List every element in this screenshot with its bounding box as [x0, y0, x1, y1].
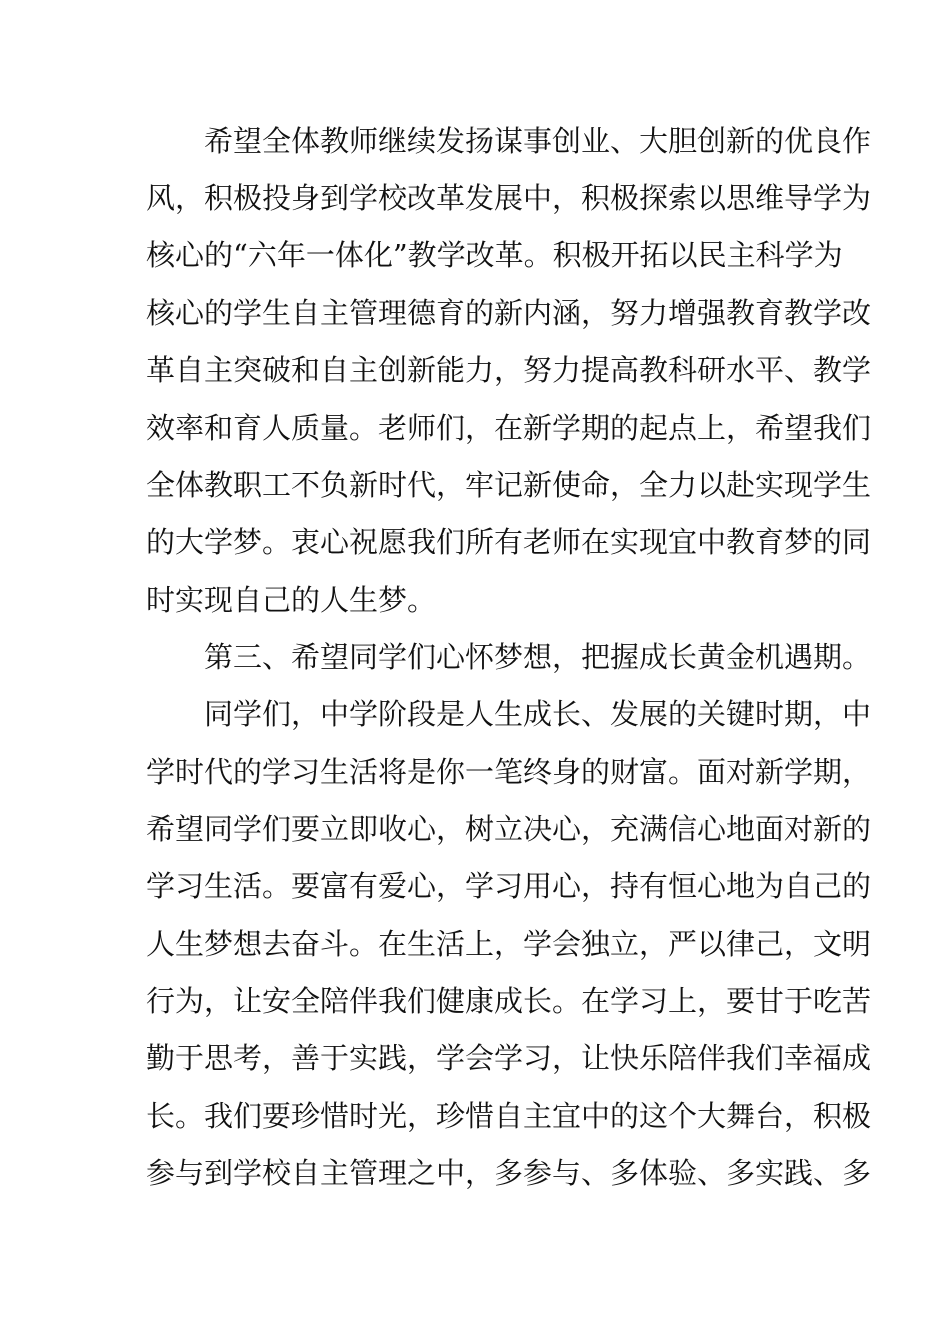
paragraph-2-line-1: 第三、希望同学们心怀梦想，把握成长黄金机遇期。 — [204, 640, 872, 674]
paragraph-3-line-2: 学时代的学习生活将是你一笔终身的财富。面对新学期， — [146, 755, 872, 789]
paragraph-1-line-4: 核心的学生自主管理德育的新内涵，努力增强教育教学改 — [146, 296, 872, 330]
paragraph-3-line-8: 长。我们要珍惜时光，珍惜自主宜中的这个大舞台，积极 — [146, 1099, 872, 1133]
paragraph-1-line-8: 的大学梦。衷心祝愿我们所有老师在实现宜中教育梦的同 — [146, 525, 872, 559]
paragraph-1-line-3: 核心的“六年一体化”教学改革。积极开拓以民主科学为 — [146, 238, 843, 272]
paragraph-1-line-9: 时实现自己的人生梦。 — [146, 583, 437, 617]
paragraph-3-line-4: 学习生活。要富有爱心，学习用心，持有恒心地为自己的 — [146, 869, 872, 903]
paragraph-3-line-1: 同学们，中学阶段是人生成长、发展的关键时期，中 — [204, 697, 872, 731]
paragraph-1-line-2: 风，积极投身到学校改革发展中，积极探索以思维导学为 — [146, 181, 872, 215]
paragraph-3-line-7: 勤于思考，善于实践，学会学习，让快乐陪伴我们幸福成 — [146, 1041, 872, 1075]
paragraph-1-line-1: 希望全体教师继续发扬谋事创业、大胆创新的优良作 — [204, 124, 872, 158]
paragraph-1-line-6: 效率和育人质量。老师们，在新学期的起点上，希望我们 — [146, 411, 872, 445]
paragraph-1-line-5: 革自主突破和自主创新能力，努力提高教科研水平、教学 — [146, 353, 872, 387]
paragraph-3-line-3: 希望同学们要立即收心，树立决心，充满信心地面对新的 — [146, 812, 872, 846]
paragraph-3-line-5: 人生梦想去奋斗。在生活上，学会独立，严以律己，文明 — [146, 927, 872, 961]
paragraph-1-line-7: 全体教职工不负新时代，牢记新使命，全力以赴实现学生 — [146, 468, 872, 502]
paragraph-3-line-9: 参与到学校自主管理之中，多参与、多体验、多实践、多 — [146, 1156, 872, 1190]
paragraph-3-line-6: 行为，让安全陪伴我们健康成长。在学习上，要甘于吃苦 — [146, 984, 872, 1018]
